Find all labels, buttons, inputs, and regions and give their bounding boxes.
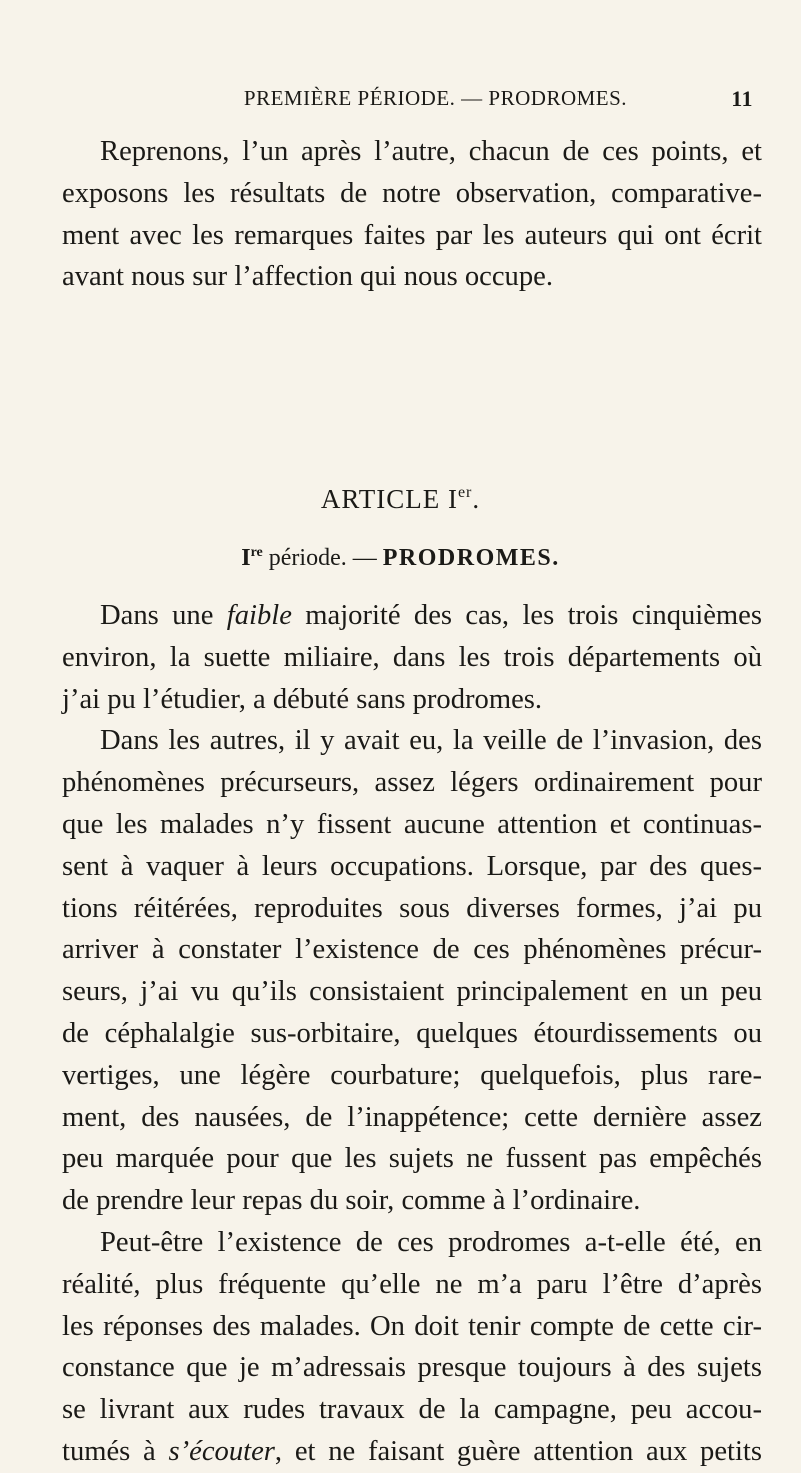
- running-head-title: PREMIÈRE PÉRIODE. — PRODROMES.: [243, 86, 628, 110]
- paragraph: [62, 595, 762, 720]
- text-line: phénomènes précurseurs, assez légers ordinairement pour: [62, 767, 762, 799]
- text-line: Reprenons, l’un après l’autre, chacun de ces points, et: [100, 136, 762, 167]
- article-heading: [0, 484, 801, 515]
- text-line: les réponses des malades. On doit tenir compte de cette cir-: [62, 1310, 762, 1342]
- text-line: avant nous sur l’affection qui nous occupe.: [62, 261, 553, 293]
- text-line: vertiges, une légère courbature; quelquefois, plus rare-: [62, 1059, 762, 1091]
- period-label: période. —: [268, 545, 377, 571]
- text-line: exposons les résultats de notre observation, comparative-: [62, 177, 762, 209]
- period-ordinal-sup: re: [250, 545, 263, 560]
- text-line: environ, la suette miliaire, dans les trois départements où: [62, 641, 762, 673]
- text-line: de prendre leur repas du soir, comme à l’ordinaire.: [62, 1185, 641, 1217]
- page-number: 11: [731, 86, 753, 111]
- period-ordinal: Ire: [241, 545, 263, 571]
- text-line: réalité, plus fréquente qu’elle ne m’a paru l’être d’après: [62, 1268, 762, 1300]
- text-line: peu marquée pour que les sujets ne fussent pas empêchés: [62, 1143, 762, 1175]
- text-line: de céphalalgie sus-orbitaire, quelques étourdissements ou: [62, 1017, 762, 1049]
- article-label-end: .: [472, 484, 481, 514]
- text-line: ment avec les remarques faites par les auteurs qui ont écrit: [62, 219, 762, 251]
- text-line: tions réitérées, reproduites sous diverses formes, j’ai pu: [62, 892, 762, 924]
- text-line: j’ai pu l’étudier, a débuté sans prodromes.: [62, 683, 543, 715]
- article-label-sup: er: [457, 484, 473, 501]
- paragraph: [62, 720, 762, 1222]
- text-line: Dans les autres, il y avait eu, la veille de l’invasion, des: [100, 725, 762, 757]
- text-line: se livrant aux rudes travaux de la campagne, peu accou-: [62, 1394, 762, 1426]
- emphasis: s’écouter: [168, 1435, 275, 1467]
- text-line: arriver à constater l’existence de ces phénomènes précur-: [62, 934, 762, 966]
- text-line: seurs, j’ai vu qu’ils consistaient principalement en un peu: [62, 976, 762, 1008]
- text-line: tumés à s’écouter, et ne faisant guère attention aux petits: [62, 1435, 762, 1467]
- text-line: sent à vaquer à leurs occupations. Lorsque, par des ques-: [62, 850, 762, 882]
- section-title: PRODROMES.: [382, 545, 560, 571]
- text-line: ment, des nausées, de l’inappétence; cette dernière assez: [62, 1101, 762, 1133]
- article-label: ARTICLE I: [320, 484, 458, 514]
- body-text: [62, 595, 762, 1473]
- emphasis: faible: [226, 600, 292, 631]
- text-line: Peut-être l’existence de ces prodromes a-t-elle été, en: [100, 1226, 762, 1258]
- running-head: [70, 86, 753, 116]
- section-subheading: [0, 545, 801, 572]
- text-line: Dans une faible majorité des cas, les trois cinquièmes: [100, 600, 762, 631]
- text-line: que les malades n’y fissent aucune attention et continuas-: [62, 808, 762, 840]
- text-line: constance que je m’adressais presque toujours à des sujets: [62, 1352, 762, 1384]
- intro-paragraph: [62, 131, 762, 298]
- paragraph: [62, 1222, 762, 1473]
